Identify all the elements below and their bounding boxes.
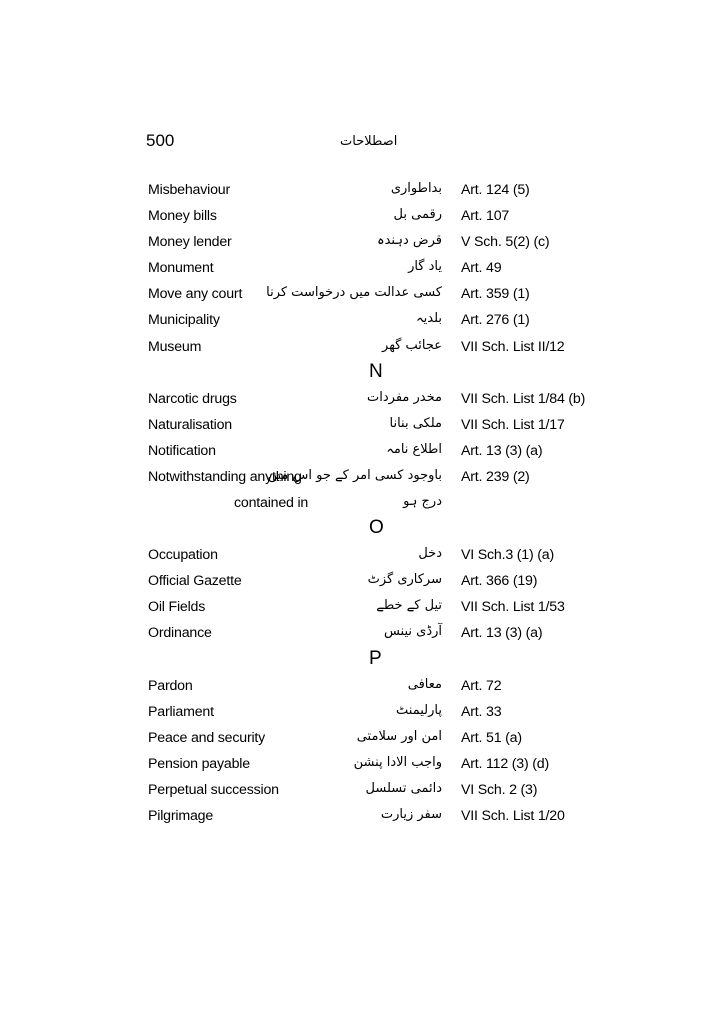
urdu-term: سرکاری گزٹ: [367, 572, 442, 588]
english-term: Peace and security: [148, 729, 266, 746]
english-term: Notwithstanding anything: [148, 468, 302, 485]
glossary-row: [0, 308, 724, 334]
urdu-term: پارلیمنٹ: [396, 702, 442, 718]
english-term: Naturalisation: [148, 416, 232, 433]
english-term: Monument: [148, 260, 214, 277]
english-term: Money bills: [148, 208, 217, 225]
urdu-term: عجائب گھر: [382, 337, 442, 353]
article-reference: Art. 124 (5): [461, 182, 530, 198]
article-reference: Art. 33: [461, 703, 502, 720]
section-letter: [0, 361, 724, 387]
glossary-row: [0, 700, 724, 726]
glossary-row: [0, 256, 724, 282]
article-reference: Art. 13 (3) (a): [461, 442, 543, 459]
urdu-term: درج ہو: [403, 494, 442, 510]
glossary-entries: [0, 178, 724, 830]
glossary-row: [0, 778, 724, 804]
section-letter-label: O: [369, 517, 384, 539]
page-title: اصطلاحات: [340, 134, 398, 149]
article-reference: VII Sch. List 1/84 (b): [461, 390, 586, 407]
urdu-term: بلدیہ: [416, 311, 442, 327]
glossary-row: [0, 465, 724, 491]
article-reference: Art. 51 (a): [461, 729, 522, 746]
article-reference: Art. 49: [461, 260, 502, 277]
english-term: Notification: [148, 442, 216, 459]
article-reference: VI Sch. 2 (3): [461, 781, 538, 798]
english-term: Oil Fields: [148, 599, 206, 616]
glossary-row: [0, 569, 724, 595]
urdu-term: مخدر مفردات: [367, 389, 442, 405]
english-term: Pilgrimage: [148, 807, 214, 824]
urdu-term: قرض دہندہ: [376, 233, 442, 249]
urdu-term: امن اور سلامتی: [356, 728, 442, 744]
glossary-row: [0, 204, 724, 230]
urdu-term: اطلاع نامہ: [386, 441, 442, 457]
glossary-row: [0, 335, 724, 361]
english-term: Move any court: [148, 286, 243, 303]
article-reference: Art. 112 (3) (d): [461, 755, 549, 772]
glossary-row: [0, 387, 724, 413]
article-reference: Art. 366 (19): [461, 573, 538, 590]
english-term: Museum: [148, 338, 202, 355]
section-letter-label: N: [369, 360, 383, 382]
glossary-row: [0, 413, 724, 439]
glossary-row: [0, 621, 724, 647]
glossary-row: [0, 543, 724, 569]
english-term: contained in: [234, 495, 309, 512]
english-term: Perpetual succession: [148, 781, 279, 798]
english-term: Pardon: [148, 677, 193, 694]
english-term: Misbehaviour: [148, 182, 230, 198]
glossary-row: [0, 674, 724, 700]
urdu-term: یاد گار: [408, 259, 442, 275]
urdu-term: باوجود کسی امر کے جو اس میں: [267, 467, 442, 483]
urdu-term: سفر زیارت: [380, 806, 442, 822]
article-reference: VII Sch. List 1/17: [461, 416, 565, 433]
article-reference: Art. 13 (3) (a): [461, 625, 543, 642]
glossary-row: [0, 491, 724, 517]
article-reference: Art. 107: [461, 208, 510, 225]
glossary-row: [0, 282, 724, 308]
glossary-row: [0, 178, 724, 204]
urdu-term: معافی: [407, 676, 442, 692]
glossary-row: [0, 726, 724, 752]
article-reference: Art. 276 (1): [461, 312, 530, 329]
article-reference: V Sch. 5(2) (c): [461, 234, 550, 251]
article-reference: VII Sch. List 1/20: [461, 807, 565, 824]
english-term: Money lender: [148, 234, 232, 251]
section-letter: [0, 517, 724, 543]
english-term: Narcotic drugs: [148, 390, 237, 407]
article-reference: Art. 239 (2): [461, 468, 530, 485]
glossary-row: [0, 752, 724, 778]
english-term: Official Gazette: [148, 573, 242, 590]
article-reference: Art. 359 (1): [461, 286, 530, 303]
english-term: Ordinance: [148, 625, 212, 642]
section-letter-label: P: [369, 647, 382, 669]
urdu-term: کسی عدالت میں درخواست کرنا: [266, 285, 442, 301]
glossary-row: [0, 439, 724, 465]
page-number: 500: [146, 131, 175, 150]
article-reference: Art. 72: [461, 677, 502, 694]
urdu-term: رقمی بل: [393, 207, 442, 223]
urdu-term: ملکی بنانا: [389, 415, 442, 431]
glossary-row: [0, 595, 724, 621]
urdu-term: آرڈی نینس: [383, 624, 442, 640]
urdu-term: دخل: [418, 546, 442, 562]
urdu-term: دائمی تسلسل: [365, 780, 442, 796]
section-letter: [0, 648, 724, 674]
article-reference: VI Sch.3 (1) (a): [461, 547, 554, 564]
urdu-term: واجب الادا پنشن: [353, 754, 442, 770]
glossary-row: [0, 804, 724, 830]
english-term: Parliament: [148, 703, 214, 720]
article-reference: VII Sch. List 1/53: [461, 599, 565, 616]
english-term: Occupation: [148, 547, 218, 564]
article-reference: VII Sch. List II/12: [461, 338, 565, 355]
english-term: Pension payable: [148, 755, 250, 772]
urdu-term: تیل کے خطے: [376, 598, 442, 614]
english-term: Municipality: [148, 312, 220, 329]
urdu-term: بداطواری: [390, 181, 442, 196]
glossary-row: [0, 230, 724, 256]
